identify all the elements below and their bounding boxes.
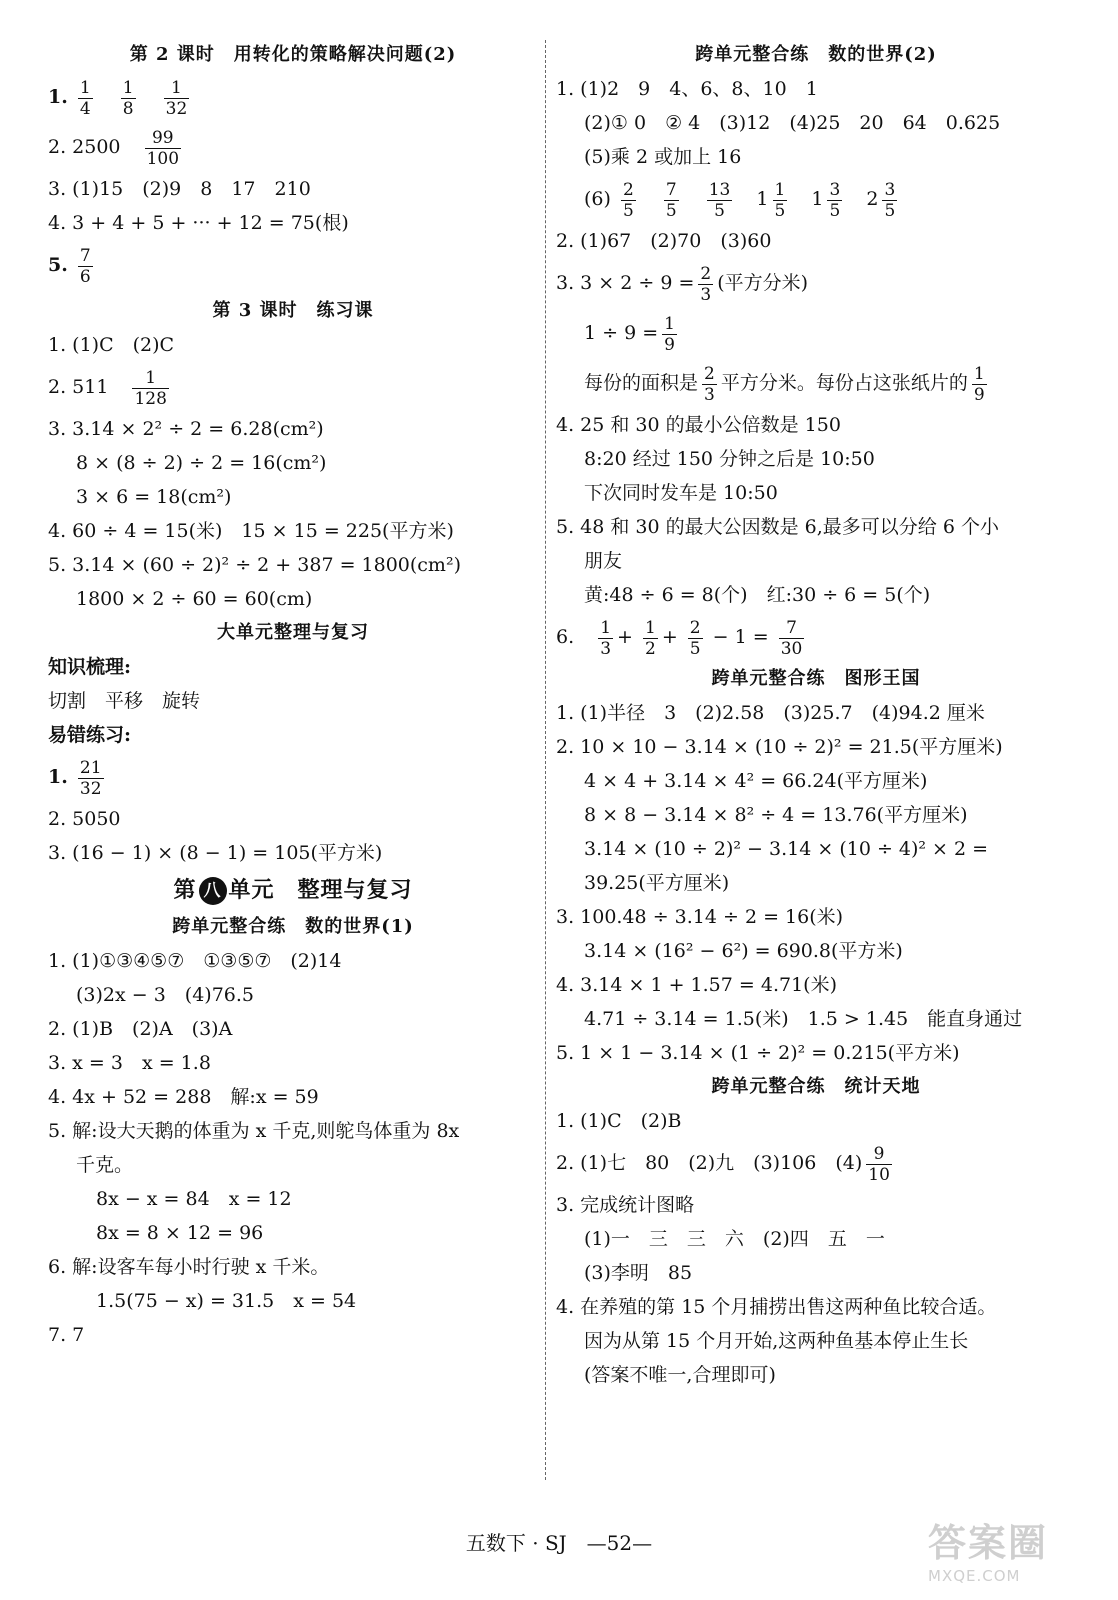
answer-4: 4. 60 ÷ 4 = 15(米) 15 × 15 = 225(平方米) <box>48 520 454 542</box>
fraction: $\frac{7}{5}$ <box>665 179 677 221</box>
answer-6-line: 1.5(75 − x) = 31.5 x = 54 <box>96 1290 357 1312</box>
answer-4: 4. 3.14 × 1 + 1.57 = 4.71(米) <box>556 974 837 996</box>
answer-4: 4. 3 + 4 + 5 + ··· + 12 = 75(根) <box>48 212 349 234</box>
answer-4-line: 下次同时发车是 10:50 <box>584 482 778 504</box>
answer-1: 1. (1)半径 3 (2)2.58 (3)25.7 (4)94.2 厘米 <box>556 702 985 724</box>
answer-1-fractions: (6) $\frac{2}{5}$ $\frac{7}{5}$ $\frac{13}{5}$ 1 $\frac{1}{5}$ 1 $\frac{3}{5}$ 2 $\frac{3}{5}$ <box>584 179 896 221</box>
answer-5-line: 千克。 <box>76 1154 134 1176</box>
answer-5: 5. $\frac{7}{6}$ <box>48 245 91 287</box>
answer-3: 3. 3 × 2 ÷ 9 = $\frac{2}{3}$ (平方分米) <box>556 263 809 305</box>
answer-2: 2. 10 × 10 − 3.14 × (10 ÷ 2)² = 21.5(平方厘米) <box>556 736 1003 758</box>
answer-5-line: 1800 × 2 ÷ 60 = 60(cm) <box>76 588 313 610</box>
page-footer: 五数下 · SJ —52— <box>465 1531 653 1555</box>
right-column <box>556 38 1076 1392</box>
answer-3: 3. 完成统计图略 <box>556 1194 695 1216</box>
answer-2: 2. (1)67 (2)70 (3)60 <box>556 230 772 252</box>
answer-4: 4. 在养殖的第 15 个月捕捞出售这两种鱼比较合适。 <box>556 1296 997 1318</box>
answer-1: 1. (1)C (2)B <box>556 1110 682 1132</box>
fraction: $\frac{3}{5}$ <box>884 179 896 221</box>
answer-2-line: 3.14 × (10 ÷ 2)² − 3.14 × (10 ÷ 4)² × 2 = <box>584 838 989 860</box>
fraction: $\frac{7}{30}$ <box>780 617 803 659</box>
unit-number-badge: 八 <box>199 877 227 905</box>
answer-2: 2. 5050 <box>48 808 121 830</box>
answer-2-line: 4 × 4 + 3.14 × 4² = 66.24(平方厘米) <box>584 770 928 792</box>
fraction: $\frac{1}{2}$ <box>644 617 656 659</box>
knowledge-text: 切割 平移 旋转 <box>48 690 201 712</box>
column-divider <box>545 40 546 1480</box>
fraction: $\frac{21}{32}$ <box>79 757 102 799</box>
answer-3-line: 3 × 6 = 18(cm²) <box>76 486 232 508</box>
subheading: 易错练习: <box>48 724 132 746</box>
fraction: $\frac{9}{10}$ <box>868 1143 890 1185</box>
fraction: $\frac{1}{32}$ <box>165 77 188 119</box>
answer-3: 3. 100.48 ÷ 3.14 ÷ 2 = 16(米) <box>556 906 844 928</box>
answer-3: 3. x = 3 x = 1.8 <box>48 1052 211 1074</box>
answer-5: 5. 48 和 30 的最大公因数是 6,最多可以分给 6 个小 <box>556 516 999 538</box>
answer-2: 2. 2500 $\frac{99}{100}$ <box>48 127 180 169</box>
answer-3: 3. (16 − 1) × (8 − 1) = 105(平方米) <box>48 842 383 864</box>
answer-3-line: 3.14 × (16² − 6²) = 690.8(平方米) <box>584 940 903 962</box>
answer-5-line: 8x − x = 84 x = 12 <box>96 1188 292 1210</box>
answer-2: 2. 511 $\frac{1}{128}$ <box>48 367 167 409</box>
answer-2: 2. (1)七 80 (2)九 (3)106 (4) $\frac{9}{10}$ <box>556 1143 890 1185</box>
answer-1-line: (2)① 0 ② 4 (3)12 (4)25 20 64 0.625 <box>584 112 1001 134</box>
answer-6: 6. 解:设客车每小时行驶 x 千米。 <box>48 1256 330 1278</box>
answer-3-line: 每份的面积是 $\frac{2}{3}$ 平方分米。每份占这张纸片的 $\frac{1}{9}$ <box>584 363 985 405</box>
section-heading: 跨单元整合练 数的世界(2) <box>695 44 937 65</box>
section-heading: 第 2 课时 用转化的策略解决问题(2) <box>129 44 457 65</box>
answer-4-line: 8:20 经过 150 分钟之后是 10:50 <box>584 448 875 470</box>
answer-1: 1. (1)C (2)C <box>48 334 175 356</box>
fraction: $\frac{2}{5}$ <box>689 617 701 659</box>
subheading: 知识梳理: <box>48 656 132 678</box>
answer-2-line: 39.25(平方厘米) <box>584 872 730 894</box>
answer-3-line: (1)一 三 三 六 (2)四 五 一 <box>584 1228 885 1250</box>
answer-5: 5. 解:设大天鹅的体重为 x 千克,则鸵鸟体重为 8x <box>48 1120 460 1142</box>
answer-1: 1. $\frac{21}{32}$ <box>48 757 102 799</box>
fraction: $\frac{1}{4}$ <box>79 77 91 119</box>
fraction: $\frac{7}{6}$ <box>79 245 91 287</box>
answer-1-line: (5)乘 2 或加上 16 <box>584 146 742 168</box>
answer-4-line: (答案不唯一,合理即可) <box>584 1364 776 1386</box>
answer-4-line: 4.71 ÷ 3.14 = 1.5(米) 1.5 > 1.45 能直身通过 <box>584 1008 1023 1030</box>
answer-5-line: 朋友 <box>584 550 623 572</box>
answer-2: 2. (1)B (2)A (3)A <box>48 1018 233 1040</box>
fraction: $\frac{3}{5}$ <box>829 179 841 221</box>
answer-1-line: (3)2x − 3 (4)76.5 <box>76 984 255 1006</box>
section-heading: 第 3 课时 练习课 <box>212 300 374 321</box>
section-heading: 跨单元整合练 统计天地 <box>711 1076 921 1097</box>
watermark-logo: 答案圈 MXQE.COM <box>928 1521 1049 1585</box>
left-column <box>48 38 538 1352</box>
answer-3-line: 8 × (8 ÷ 2) ÷ 2 = 16(cm²) <box>76 452 327 474</box>
fraction: $\frac{1}{9}$ <box>973 363 985 405</box>
answer-1: 1. (1)2 9 4、6、8、10 1 <box>556 78 818 100</box>
section-heading: 跨单元整合练 图形王国 <box>711 668 921 689</box>
answer-3: 3. 3.14 × 2² ÷ 2 = 6.28(cm²) <box>48 418 324 440</box>
fraction: $\frac{1}{8}$ <box>122 77 134 119</box>
answer-3: 3. (1)15 (2)9 8 17 210 <box>48 178 311 200</box>
answer-3-line: 1 ÷ 9 = $\frac{1}{9}$ <box>584 313 675 355</box>
fraction: $\frac{1}{3}$ <box>600 617 612 659</box>
fraction: $\frac{1}{9}$ <box>664 313 675 355</box>
section-heading: 跨单元整合练 数的世界(1) <box>172 916 414 937</box>
fraction: $\frac{2}{3}$ <box>704 363 715 405</box>
answer-4: 4. 4x + 52 = 288 解:x = 59 <box>48 1086 319 1108</box>
answer-1: 1. $\frac{1}{4}$ $\frac{1}{8}$ $\frac{1}{32}$ <box>48 77 188 119</box>
section-heading: 大单元整理与复习 <box>217 622 369 643</box>
answer-1: 1. (1)①③④⑤⑦ ①③⑤⑦ (2)14 <box>48 950 342 972</box>
fraction: $\frac{1}{128}$ <box>134 367 167 409</box>
answer-5-line: 8x = 8 × 12 = 96 <box>96 1222 264 1244</box>
unit-heading: 第 八 单元 整理与复习 <box>173 877 413 903</box>
answer-2-line: 8 × 8 − 3.14 × 8² ÷ 4 = 13.76(平方厘米) <box>584 804 968 826</box>
answer-4-line: 因为从第 15 个月开始,这两种鱼基本停止生长 <box>584 1330 969 1352</box>
answer-7: 7. 7 <box>48 1324 85 1346</box>
answer-5: 5. 1 × 1 − 3.14 × (1 ÷ 2)² = 0.215(平方米) <box>556 1042 960 1064</box>
answer-5: 5. 3.14 × (60 ÷ 2)² ÷ 2 + 387 = 1800(cm²) <box>48 554 461 576</box>
fraction: $\frac{1}{5}$ <box>774 179 786 221</box>
answer-3-line: (3)李明 85 <box>584 1262 693 1284</box>
answer-4: 4. 25 和 30 的最小公倍数是 150 <box>556 414 841 436</box>
fraction: $\frac{99}{100}$ <box>146 127 180 169</box>
answer-6: 6. $\frac{1}{3}$ + $\frac{1}{2}$ + $\frac{2}{5}$ − 1 = $\frac{7}{30}$ <box>556 617 803 659</box>
fraction: $\frac{2}{3}$ <box>700 263 712 305</box>
fraction: $\frac{13}{5}$ <box>708 179 731 221</box>
fraction: $\frac{2}{5}$ <box>622 179 634 221</box>
answer-5-line: 黄:48 ÷ 6 = 8(个) 红:30 ÷ 6 = 5(个) <box>584 584 931 606</box>
